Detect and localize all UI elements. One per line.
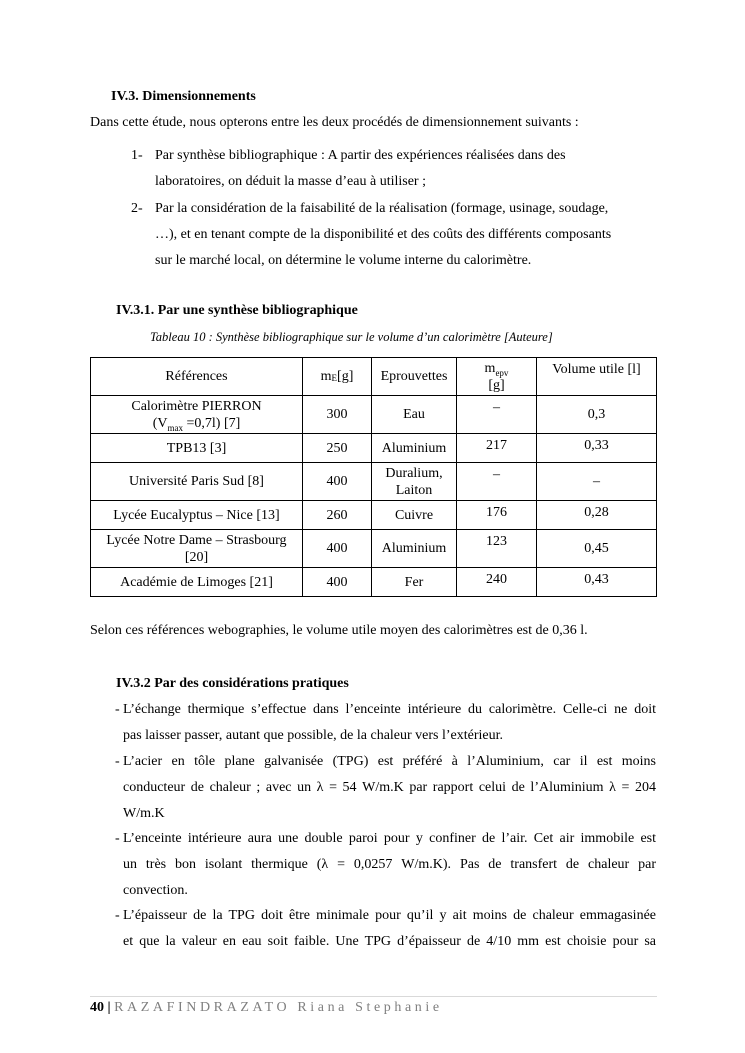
cell-mepv: 176 — [457, 501, 537, 530]
list-item-2-line1: Par la considération de la faisabilité de la réalisation (formage, usinage, soudage, — [155, 201, 609, 216]
table-header-row — [91, 358, 657, 396]
footer-separator: | — [107, 1000, 111, 1015]
table-row — [91, 463, 657, 501]
cell-volume: 0,43 — [537, 568, 657, 597]
cell-me: 260 — [303, 501, 372, 530]
cell-eprouvette: Aluminium — [372, 530, 457, 568]
bullet-dash: - — [115, 702, 120, 717]
bullet-item-1-line2: pas laisser passer, autant que possible, de la chaleur vers l’extérieur. — [123, 728, 504, 743]
bullet-item-4-line1: L’épaisseur de la TPG doit être minimale pour qu’il y ait moins de chaleur emmagasinée — [123, 908, 656, 923]
ref-post: =0,7l) [7] — [183, 415, 241, 431]
cell-mepv: – — [457, 463, 537, 501]
cell-me: 300 — [303, 396, 372, 434]
bullet-item-2-line1: L’acier en tôle plane galvanisée (TPG) est préféré à l’Aluminium, car il est moins — [123, 754, 656, 769]
ref-pre: (V — [152, 415, 168, 431]
cell-eprouvette-line1: Duralium, — [385, 465, 443, 481]
cell-reference-line1: Lycée Notre Dame – Strasbourg — [106, 532, 287, 548]
header-me — [303, 358, 372, 396]
cell-eprouvette: Aluminium — [372, 434, 457, 463]
footer-author: RAZAFINDRAZATO Riana Stephanie — [114, 1000, 443, 1015]
cell-eprouvette: Eau — [372, 396, 457, 434]
cell-volume: – — [537, 463, 657, 501]
bullet-item-3-line3: convection. — [123, 883, 188, 898]
bullet-dash: - — [115, 754, 120, 769]
intro-paragraph: Dans cette étude, nous opterons entre les deux procédés de dimensionnement suivants : — [90, 115, 579, 130]
header-references: Références — [91, 358, 303, 396]
table-row — [91, 501, 657, 530]
bullet-item-3-line1: L’enceinte intérieure aura une double paroi pour y confiner de l’air. Cet air immobile est — [123, 831, 656, 846]
cell-reference: Académie de Limoges [21] — [91, 568, 303, 597]
table-row — [91, 568, 657, 597]
section-title: IV.3. Dimensionnements — [111, 89, 256, 104]
cell-mepv: 123 — [457, 530, 537, 568]
list-item-2-line3: sur le marché local, on détermine le volume interne du calorimètre. — [155, 253, 532, 268]
bullet-dash: - — [115, 831, 120, 846]
header-mepv — [457, 358, 537, 396]
list-item-2-line2: …), et en tenant compte de la disponibilité et des coûts des différents composants — [155, 227, 612, 242]
table-row — [91, 434, 657, 463]
cell-volume: 0,28 — [537, 501, 657, 530]
bullet-item-3 — [115, 826, 656, 904]
bullet-item-3-line2: un très bon isolant thermique (λ = 0,0257 W/m.K). Pas de transfert de chaleur par — [123, 857, 656, 872]
ref-sub: max — [167, 422, 183, 433]
bullet-dash: - — [115, 908, 120, 923]
cell-eprouvette-line2: Laiton — [395, 482, 433, 498]
subsection-2-title: IV.3.2 Par des considérations pratiques — [116, 676, 349, 691]
bullet-item-2-line3: W/m.K — [123, 806, 165, 821]
table-row — [91, 396, 657, 434]
header-me-subscript: E — [331, 373, 338, 383]
footer-rule — [90, 996, 657, 997]
cell-me: 400 — [303, 463, 372, 501]
cell-reference: Université Paris Sud [8] — [91, 463, 303, 501]
cell-reference: TPB13 [3] — [91, 434, 303, 463]
header-me-symbol: m — [320, 369, 332, 384]
cell-reference — [91, 530, 303, 568]
header-mepv-symbol: m — [484, 360, 496, 376]
cell-mepv: 217 — [457, 434, 537, 463]
cell-volume: 0,3 — [537, 396, 657, 434]
page-number: 40 — [90, 1000, 104, 1015]
page-footer — [90, 1000, 443, 1016]
cell-me: 400 — [303, 530, 372, 568]
bullet-item-1 — [115, 697, 656, 749]
cell-volume: 0,33 — [537, 434, 657, 463]
cell-reference-line1: Calorimètre PIERRON — [131, 398, 262, 414]
header-mepv-subscript: epv — [495, 367, 509, 378]
list-item-2 — [155, 196, 655, 274]
bullet-item-1-line1: L’échange thermique s’effectue dans l’enceinte intérieure du calorimètre. Celle-ci ne doit — [123, 702, 656, 717]
cell-reference: Lycée Eucalyptus – Nice [13] — [91, 501, 303, 530]
cell-eprouvette: Fer — [372, 568, 457, 597]
cell-mepv: – — [457, 396, 537, 434]
cell-volume: 0,45 — [537, 530, 657, 568]
cell-reference — [91, 396, 303, 434]
header-eprouvettes: Eprouvettes — [372, 358, 457, 396]
bullet-item-4 — [115, 903, 656, 955]
cell-eprouvette — [372, 463, 457, 501]
cell-mepv: 240 — [457, 568, 537, 597]
list-item-1-line2: laboratoires, on déduit la masse d’eau à utiliser ; — [155, 174, 426, 189]
summary-paragraph: Selon ces références webographies, le volume utile moyen des calorimètres est de 0,36 l. — [90, 623, 588, 638]
header-volume: Volume utile [l] — [537, 358, 657, 396]
cell-eprouvette: Cuivre — [372, 501, 457, 530]
table-row — [91, 530, 657, 568]
list-item-1-line1: Par synthèse bibliographique : A partir des expériences réalisées dans des — [155, 148, 566, 163]
subsection-1-title: IV.3.1. Par une synthèse bibliographique — [116, 303, 358, 318]
table-caption: Tableau 10 : Synthèse bibliographique sur le volume d’un calorimètre [Auteure] — [150, 330, 553, 344]
header-mepv-unit: [g] — [488, 377, 505, 393]
cell-me: 250 — [303, 434, 372, 463]
cell-reference-line2: [20] — [184, 549, 209, 565]
list-number-2: 2- — [131, 201, 143, 216]
list-number-1: 1- — [131, 148, 143, 163]
bullet-item-2-line2: conducteur de chaleur ; avec un λ = 54 W/m.K par rapport celui de l’Aluminium λ = 204 — [123, 780, 656, 795]
bullet-item-2 — [115, 749, 656, 827]
bibliography-table — [90, 357, 657, 597]
bullet-item-4-line2: et que la valeur en eau soit faible. Une TPG d’épaisseur de 4/10 mm est choisie pour sa — [123, 934, 656, 949]
cell-reference-line2 — [94, 415, 299, 432]
header-me-unit: [g] — [337, 369, 354, 384]
cell-me: 400 — [303, 568, 372, 597]
list-item-1 — [155, 143, 655, 195]
